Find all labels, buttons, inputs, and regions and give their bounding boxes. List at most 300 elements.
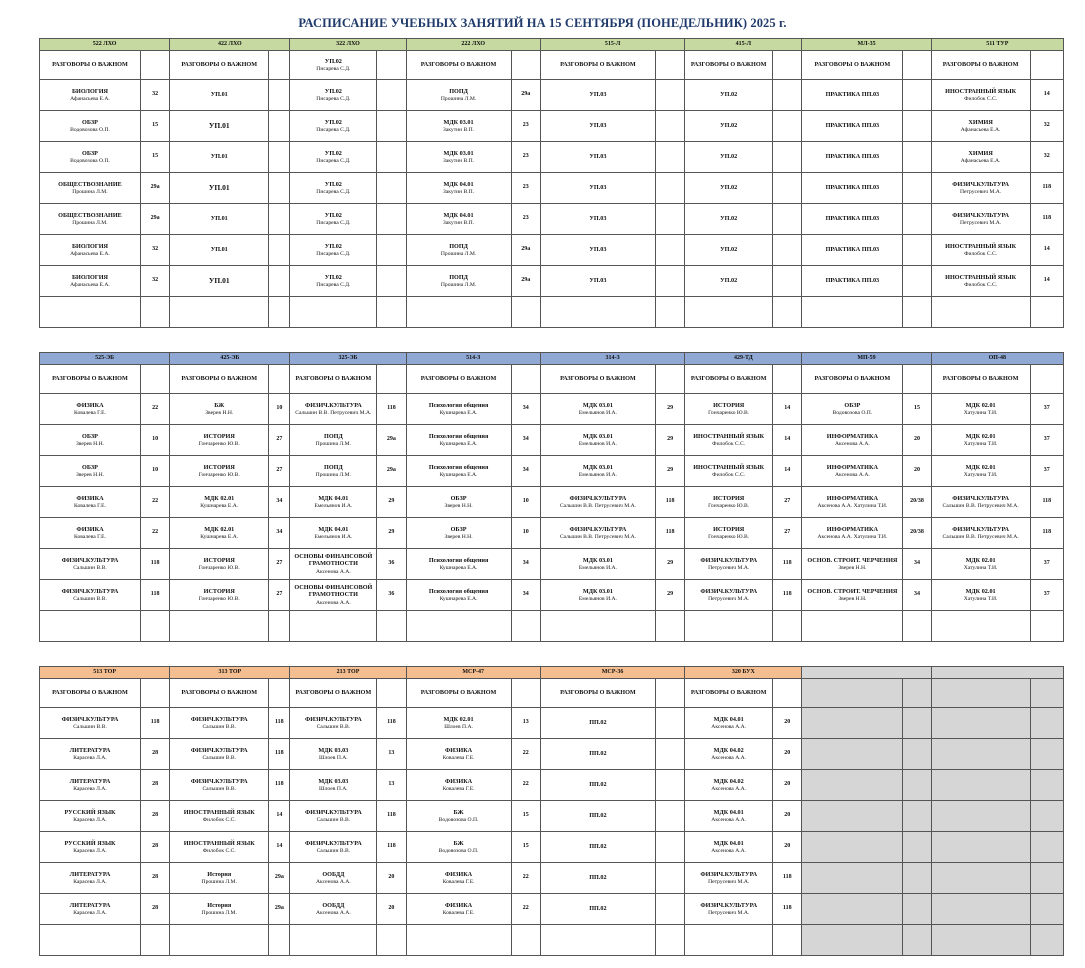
lesson-subject: ПП.02 — [589, 843, 607, 851]
lesson-cell — [290, 266, 377, 297]
lesson-teacher: Петрусевич М.А. — [959, 188, 1002, 195]
lesson-subject: ИСТОРИЯ — [203, 432, 235, 440]
lesson-subject: РАЗГОВОРЫ О ВАЖНОМ — [420, 375, 497, 383]
room-cell — [269, 235, 290, 266]
room-cell: 20 — [377, 894, 406, 925]
lesson-teacher: Закутин В.П. — [443, 219, 475, 226]
lesson-teacher: Водовозова О.П. — [70, 126, 110, 133]
lesson-subject: МДК 03.03 — [318, 746, 349, 754]
empty-cell — [170, 611, 269, 642]
lesson-cell — [685, 894, 773, 925]
lesson-subject: ПРАКТИКА ПП.03 — [825, 91, 880, 99]
lesson-cell — [406, 456, 511, 487]
lesson-subject: ПРАКТИКА ПП.03 — [825, 122, 880, 130]
empty-cell — [1030, 863, 1063, 894]
lesson-cell — [290, 487, 377, 518]
lesson-subject: БЖ — [214, 401, 225, 409]
room-cell: 118 — [773, 894, 802, 925]
lesson-teacher: Филобок С.С. — [964, 281, 998, 288]
lesson-subject: ПП.02 — [589, 812, 607, 820]
room-cell: 29 — [655, 425, 684, 456]
lesson-teacher: Сальшин В.В. — [73, 723, 107, 730]
lesson-cell — [685, 739, 773, 770]
room-cell: 22 — [140, 394, 169, 425]
lesson-teacher: Сальшин В.В. — [202, 723, 237, 730]
room-cell: 27 — [269, 425, 290, 456]
lesson-cell — [406, 832, 511, 863]
empty-cell — [931, 708, 1030, 739]
lesson-subject: УП.02 — [720, 246, 738, 254]
lesson-cell — [540, 51, 655, 80]
lesson-subject: ООБДД — [322, 901, 345, 909]
lesson-cell — [802, 173, 903, 204]
room-cell: 118 — [655, 487, 684, 518]
lesson-cell — [40, 204, 141, 235]
room-cell: 118 — [1030, 173, 1063, 204]
lesson-subject: УП.02 — [720, 184, 738, 192]
lesson-subject: ОБЩЕСТВОЗНАНИЕ — [58, 211, 122, 219]
room-cell: 27 — [269, 456, 290, 487]
room-cell: 29 — [377, 487, 406, 518]
lesson-cell — [685, 204, 773, 235]
lesson-subject: МДК 03.01 — [582, 556, 613, 564]
lesson-subject: МДК 04.02 — [713, 746, 744, 754]
lesson-cell — [406, 708, 511, 739]
lesson-subject: ФИЗИКА — [444, 901, 473, 909]
lesson-subject: ПРАКТИКА ПП.03 — [825, 153, 880, 161]
lesson-cell — [40, 266, 141, 297]
empty-cell — [931, 894, 1030, 925]
lesson-subject: ИНФОРМАТИКА — [826, 432, 878, 440]
lesson-teacher: Закутин В.П. — [443, 188, 475, 195]
lesson-cell — [40, 80, 141, 111]
lesson-teacher: Кушнарева Е.А. — [200, 533, 239, 540]
room-cell — [903, 111, 931, 142]
lesson-cell — [40, 235, 141, 266]
lesson-cell — [685, 708, 773, 739]
lesson-subject: МДК 03.01 — [582, 587, 613, 595]
empty-cell — [802, 679, 903, 708]
lesson-subject: УП.02 — [324, 211, 342, 219]
room-cell — [269, 365, 290, 394]
lesson-teacher: Прошина Л.М. — [201, 878, 237, 885]
room-cell: 118 — [269, 739, 290, 770]
lesson-cell — [406, 770, 511, 801]
lesson-subject: УП.02 — [720, 91, 738, 99]
room-cell — [269, 80, 290, 111]
lesson-teacher: Емельянов И.А. — [314, 502, 353, 509]
room-cell: 20 — [773, 832, 802, 863]
room-cell: 118 — [140, 549, 169, 580]
room-cell: 28 — [140, 832, 169, 863]
lesson-cell — [540, 235, 655, 266]
lesson-cell — [685, 111, 773, 142]
lesson-cell — [540, 580, 655, 611]
lesson-subject: РАЗГОВОРЫ О ВАЖНОМ — [181, 689, 258, 697]
empty-cell — [1030, 832, 1063, 863]
lesson-cell — [170, 832, 269, 863]
lesson-subject: ИСТОРИЯ — [713, 494, 745, 502]
lesson-cell — [40, 708, 141, 739]
lesson-cell — [40, 394, 141, 425]
lesson-teacher: Гончаренко Ю.В. — [198, 471, 240, 478]
lesson-teacher: Емельянов И.А. — [578, 409, 617, 416]
lesson-subject: МДК 04.01 — [318, 494, 349, 502]
lesson-subject: МДК 04.01 — [443, 180, 474, 188]
lesson-subject: УП.03 — [589, 215, 607, 223]
lesson-subject: ПОПД — [324, 432, 343, 440]
lesson-teacher: Филобок С.С. — [712, 471, 746, 478]
lesson-teacher: Шлоев П.А. — [319, 785, 348, 792]
lesson-teacher: Гончаренко Ю.В. — [198, 564, 240, 571]
lesson-cell — [170, 266, 269, 297]
lesson-subject: ФИЗИЧ.КУЛЬТУРА — [700, 870, 758, 878]
lesson-cell — [40, 365, 141, 394]
lesson-subject: РАЗГОВОРЫ О ВАЖНОМ — [295, 689, 372, 697]
lesson-cell — [931, 487, 1030, 518]
room-cell — [773, 235, 802, 266]
room-cell: 13 — [377, 770, 406, 801]
lesson-subject: ОСНОВ. СТРОИТ. ЧЕРЧЕНИЯ — [807, 556, 898, 564]
lesson-cell — [685, 365, 773, 394]
lesson-subject: ОБЗР — [82, 118, 98, 126]
lesson-subject: БЖ — [453, 808, 464, 816]
room-cell: 15 — [140, 111, 169, 142]
lesson-subject: МДК 02.01 — [965, 556, 996, 564]
lesson-teacher: Кушнарева Е.А. — [439, 440, 478, 447]
lesson-cell — [40, 51, 141, 80]
empty-cell — [802, 770, 903, 801]
room-cell: 28 — [140, 739, 169, 770]
empty-cell — [802, 801, 903, 832]
room-cell: 29а — [377, 456, 406, 487]
room-cell: 23 — [511, 173, 540, 204]
lesson-teacher: Водовозова О.П. — [70, 157, 110, 164]
lesson-cell — [540, 394, 655, 425]
lesson-subject: РАЗГОВОРЫ О ВАЖНОМ — [295, 375, 372, 383]
room-cell — [655, 739, 684, 770]
room-cell — [903, 173, 931, 204]
empty-cell — [931, 297, 1030, 328]
lesson-teacher: Петрусевич М.А. — [708, 878, 750, 885]
room-cell: 36 — [377, 580, 406, 611]
room-cell: 14 — [269, 832, 290, 863]
lesson-cell — [170, 51, 269, 80]
lesson-subject: УП.02 — [720, 122, 738, 130]
lesson-subject: УП.02 — [324, 149, 342, 157]
room-cell — [655, 80, 684, 111]
lesson-subject: МДК 04.01 — [443, 211, 474, 219]
lesson-teacher: Ковалева Г.Е. — [442, 785, 475, 792]
lesson-subject: ОБЩЕСТВОЗНАНИЕ — [58, 180, 122, 188]
room-cell: 118 — [773, 549, 802, 580]
room-cell: 29 — [655, 394, 684, 425]
lesson-cell — [931, 204, 1030, 235]
lesson-teacher: Прошина Л.М. — [72, 188, 108, 195]
lesson-subject: МДК 04.01 — [713, 715, 744, 723]
empty-cell — [40, 925, 141, 956]
lesson-subject: РАЗГОВОРЫ О ВАЖНОМ — [181, 375, 258, 383]
lesson-subject: Психология общения — [428, 556, 489, 564]
lesson-subject: ФИЗИЧ.КУЛЬТУРА — [569, 494, 627, 502]
empty-cell — [1030, 801, 1063, 832]
room-cell: 28 — [140, 863, 169, 894]
lesson-subject: МДК 02.01 — [965, 401, 996, 409]
lesson-cell — [802, 456, 903, 487]
room-cell: 29а — [511, 235, 540, 266]
lesson-cell — [406, 235, 511, 266]
lesson-cell — [685, 235, 773, 266]
room-cell: 14 — [1030, 266, 1063, 297]
empty-cell — [931, 611, 1030, 642]
lesson-subject: ФИЗИКА — [444, 746, 473, 754]
lesson-subject: МДК 03.01 — [582, 463, 613, 471]
room-cell: 27 — [269, 580, 290, 611]
lesson-teacher: Водовозова О.П. — [438, 816, 479, 823]
room-cell: 15 — [511, 832, 540, 863]
lesson-teacher: Хатулина Т.И. — [963, 409, 998, 416]
lesson-cell — [290, 708, 377, 739]
room-cell: 23 — [511, 111, 540, 142]
empty-cell — [802, 708, 903, 739]
lesson-subject: ФИЗИКА — [76, 401, 104, 409]
room-cell — [655, 142, 684, 173]
room-cell: 37 — [1030, 456, 1063, 487]
lesson-subject: ПРАКТИКА ПП.03 — [825, 184, 880, 192]
room-cell — [269, 679, 290, 708]
block-gap — [40, 642, 1064, 667]
lesson-teacher: Карасева Л.А. — [73, 878, 107, 885]
empty-cell — [269, 611, 290, 642]
empty-cell — [377, 611, 406, 642]
room-cell: 118 — [655, 518, 684, 549]
lesson-subject: ХИМИЯ — [968, 149, 993, 157]
lesson-cell — [540, 111, 655, 142]
lesson-teacher: Зверев Н.Н. — [838, 564, 867, 571]
lesson-subject: ПОПД — [449, 87, 468, 95]
lesson-subject: ИНОСТРАННЫЙ ЯЗЫК — [693, 432, 765, 440]
lesson-subject: РАЗГОВОРЫ О ВАЖНОМ — [560, 689, 636, 697]
room-cell — [903, 365, 931, 394]
room-cell — [377, 365, 406, 394]
lesson-subject: Психология общения — [428, 401, 489, 409]
lesson-teacher: Прошина Л.М. — [440, 95, 477, 102]
lesson-subject: ОБЗР — [844, 401, 861, 409]
room-cell: 10 — [140, 425, 169, 456]
lesson-subject: ПРАКТИКА ПП.03 — [825, 246, 880, 254]
empty-cell — [140, 611, 169, 642]
room-cell — [140, 51, 169, 80]
lesson-cell — [40, 518, 141, 549]
group-header: 525-ЭБ — [40, 353, 170, 365]
lesson-cell — [931, 518, 1030, 549]
lesson-subject: ОБЗР — [82, 149, 98, 157]
room-cell: 29а — [511, 80, 540, 111]
lesson-cell — [406, 204, 511, 235]
lesson-subject: УП.02 — [720, 215, 738, 223]
lesson-subject: РАЗГОВОРЫ О ВАЖНОМ — [814, 61, 891, 69]
lesson-teacher: Сальшин В.В. Петрусевич М.А. — [942, 502, 1019, 509]
room-cell — [655, 679, 684, 708]
lesson-subject: ИСТОРИЯ — [203, 463, 235, 471]
lesson-cell — [685, 487, 773, 518]
lesson-cell — [170, 111, 269, 142]
lesson-subject: ФИЗИЧ.КУЛЬТУРА — [700, 901, 758, 909]
room-cell — [773, 80, 802, 111]
room-cell — [655, 708, 684, 739]
lesson-teacher: Кушнарева Е.А. — [439, 595, 478, 602]
lesson-teacher: Прошина Л.М. — [315, 440, 352, 447]
empty-cell — [540, 297, 655, 328]
empty-header — [931, 667, 1063, 679]
lesson-cell — [685, 394, 773, 425]
lesson-cell — [685, 266, 773, 297]
lesson-teacher: Карасева Л.А. — [73, 847, 107, 854]
lesson-subject: МДК 04.01 — [713, 808, 744, 816]
lesson-teacher: Хатулина Т.И. — [963, 440, 998, 447]
room-cell — [377, 266, 406, 297]
lesson-subject: РАЗГОВОРЫ О ВАЖНОМ — [690, 61, 767, 69]
lesson-cell — [40, 456, 141, 487]
lesson-cell — [290, 863, 377, 894]
lesson-subject: ИНОСТРАННЫЙ ЯЗЫК — [183, 839, 255, 847]
lesson-subject: ФИЗИЧ.КУЛЬТУРА — [952, 180, 1009, 188]
room-cell: 34 — [511, 456, 540, 487]
room-cell — [773, 142, 802, 173]
lesson-subject: ИСТОРИЯ — [713, 525, 745, 533]
empty-cell — [903, 801, 931, 832]
group-header: 515-Л — [540, 39, 684, 51]
lesson-subject: ФИЗИЧ.КУЛЬТУРА — [190, 746, 248, 754]
lesson-subject: РАЗГОВОРЫ О ВАЖНОМ — [942, 61, 1019, 69]
lesson-subject: ФИЗИЧ.КУЛЬТУРА — [952, 211, 1009, 219]
lesson-subject: РАЗГОВОРЫ О ВАЖНОМ — [942, 375, 1019, 383]
group-header: 314-З — [540, 353, 684, 365]
empty-cell — [269, 925, 290, 956]
lesson-cell — [40, 549, 141, 580]
room-cell: 118 — [773, 580, 802, 611]
empty-cell — [1030, 611, 1063, 642]
lesson-subject: РАЗГОВОРЫ О ВАЖНОМ — [560, 375, 636, 383]
lesson-teacher: Водовозова О.П. — [832, 409, 873, 416]
room-cell: 32 — [1030, 111, 1063, 142]
room-cell: 15 — [140, 142, 169, 173]
room-cell: 118 — [773, 863, 802, 894]
lesson-subject: ПОПД — [449, 273, 468, 281]
lesson-subject: ФИЗИЧ.КУЛЬТУРА — [700, 556, 758, 564]
lesson-subject: История — [207, 870, 232, 878]
lesson-teacher: Гончаренко Ю.В. — [198, 595, 240, 602]
room-cell: 29а — [140, 173, 169, 204]
empty-cell — [1030, 894, 1063, 925]
room-cell: 118 — [1030, 204, 1063, 235]
lesson-cell — [540, 801, 655, 832]
lesson-teacher: Карасева Л.А. — [73, 785, 107, 792]
lesson-subject: ИНОСТРАННЫЙ ЯЗЫК — [945, 87, 1017, 95]
lesson-teacher: Зверев Н.Н. — [444, 502, 473, 509]
room-cell — [655, 801, 684, 832]
lesson-teacher: Водовозова О.П. — [438, 847, 479, 854]
room-cell — [655, 111, 684, 142]
lesson-teacher: Афанасьева Е.А. — [70, 95, 110, 102]
room-cell: 118 — [377, 801, 406, 832]
lesson-subject: ФИЗИЧ.КУЛЬТУРА — [700, 587, 758, 595]
lesson-subject: РАЗГОВОРЫ О ВАЖНОМ — [52, 61, 128, 69]
lesson-cell — [540, 365, 655, 394]
lesson-teacher: Зверев Н.Н. — [75, 471, 105, 478]
lesson-cell — [170, 580, 269, 611]
empty-cell — [406, 611, 511, 642]
room-cell: 13 — [511, 708, 540, 739]
room-cell — [773, 365, 802, 394]
group-header: 320 БУХ — [685, 667, 802, 679]
lesson-teacher: Сальшин В.В. — [316, 723, 351, 730]
room-cell: 29 — [655, 549, 684, 580]
lesson-teacher: Писарева С.Д. — [316, 95, 351, 102]
room-cell: 14 — [773, 425, 802, 456]
lesson-subject: РУССКИЙ ЯЗЫК — [64, 808, 116, 816]
lesson-cell — [290, 770, 377, 801]
lesson-cell — [170, 394, 269, 425]
lesson-teacher: Аксенова А.А. Хатулина Т.И. — [817, 533, 888, 540]
lesson-subject: УП.01 — [210, 215, 228, 223]
room-cell — [773, 51, 802, 80]
lesson-cell — [406, 365, 511, 394]
lesson-subject: БИОЛОГИЯ — [71, 87, 109, 95]
group-header: 222 ЛХО — [406, 39, 540, 51]
lesson-cell — [170, 518, 269, 549]
group-header: 513 ТОР — [40, 667, 170, 679]
group-header: МЛ-35 — [802, 39, 931, 51]
lesson-cell — [931, 235, 1030, 266]
empty-cell — [931, 770, 1030, 801]
lesson-cell — [685, 142, 773, 173]
lesson-cell — [685, 801, 773, 832]
room-cell — [773, 266, 802, 297]
empty-cell — [1030, 708, 1063, 739]
lesson-subject: ОБЗР — [450, 525, 467, 533]
room-cell: 22 — [140, 487, 169, 518]
empty-cell — [802, 297, 903, 328]
room-cell: 34 — [511, 394, 540, 425]
lesson-subject: РАЗГОВОРЫ О ВАЖНОМ — [690, 689, 767, 697]
empty-cell — [773, 611, 802, 642]
lesson-subject: РАЗГОВОРЫ О ВАЖНОМ — [181, 61, 258, 69]
room-cell — [269, 142, 290, 173]
lesson-subject: ИНОСТРАННЫЙ ЯЗЫК — [945, 242, 1017, 250]
room-cell — [903, 235, 931, 266]
lesson-teacher: Аксенова А.А. Хатулина Т.И. — [817, 502, 888, 509]
room-cell: 22 — [511, 894, 540, 925]
empty-cell — [377, 925, 406, 956]
lesson-subject: ФИЗИЧ.КУЛЬТУРА — [952, 494, 1009, 502]
lesson-cell — [802, 266, 903, 297]
lesson-subject: ИСТОРИЯ — [203, 556, 235, 564]
lesson-cell — [931, 173, 1030, 204]
lesson-teacher: Ковалева Г.Е. — [74, 533, 106, 540]
lesson-teacher: Гончаренко Ю.В. — [708, 409, 750, 416]
room-cell — [655, 894, 684, 925]
lesson-cell — [406, 425, 511, 456]
lesson-cell — [406, 487, 511, 518]
lesson-teacher: Прошина Л.М. — [201, 909, 237, 916]
lesson-cell — [540, 80, 655, 111]
lesson-teacher: Закутин В.П. — [443, 157, 475, 164]
lesson-cell — [170, 487, 269, 518]
room-cell: 118 — [377, 394, 406, 425]
lesson-cell — [540, 549, 655, 580]
lesson-teacher: Аксенова А.А. — [834, 440, 870, 447]
